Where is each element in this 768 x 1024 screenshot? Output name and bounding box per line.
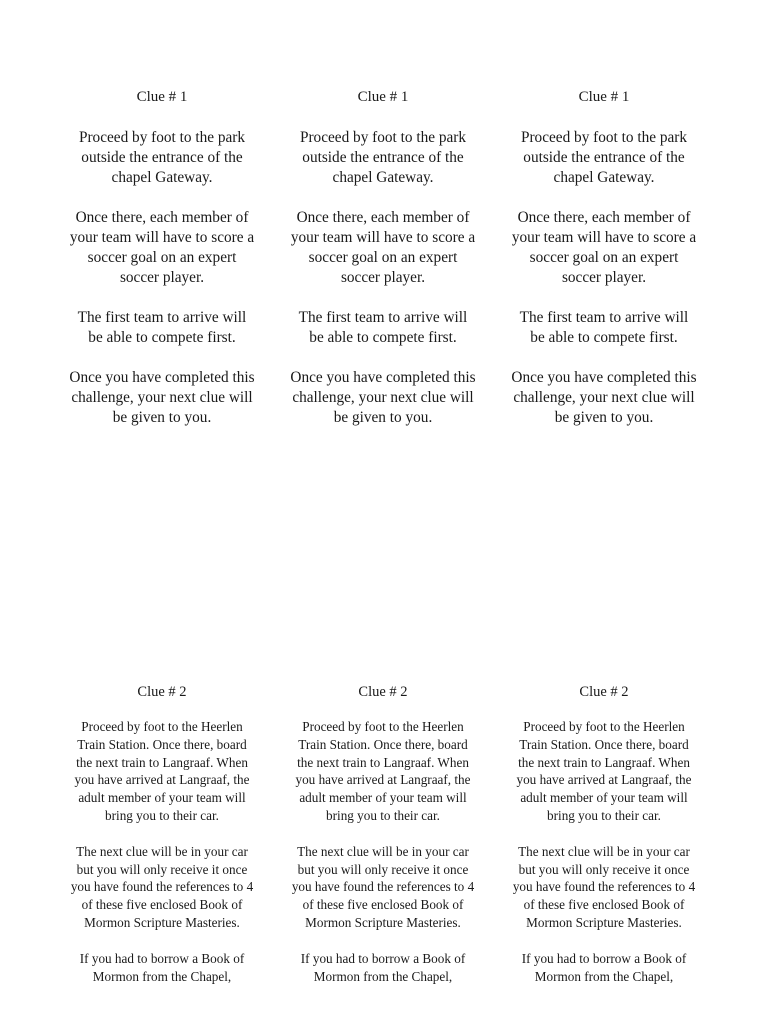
clue-title: Clue # 2	[358, 684, 408, 700]
clue-paragraph: Once you have completed this challenge, your next clue will be given to you.	[69, 369, 255, 426]
clue-paragraph: The next clue will be in your car but you will only receive it once you have found the references to 4 of these five enclosed Book of Mormon Scripture Masteries.	[291, 843, 475, 930]
clue-paragraph: If you had to borrow a Book of Mormon from the Chapel,	[300, 950, 466, 984]
clue-paragraph: Proceed by foot to the Heerlen Train Station. Once there, board the next train to Langraaf. When you have arrived at Langraaf, the adult member of your team will bring you to their car.	[295, 719, 471, 823]
clue-paragraph: Proceed by foot to the Heerlen Train Station. Once there, board the next train to Langraaf. When you have arrived at Langraaf, the adult member of your team will bring you to their car.	[516, 719, 692, 823]
clue-title: Clue # 1	[578, 89, 630, 105]
clue-paragraph: The next clue will be in your car but you will only receive it once you have found the references to 4 of these five enclosed Book of Mormon Scripture Masteries.	[512, 843, 696, 930]
clue-title: Clue # 2	[579, 684, 629, 700]
clue-paragraph: The next clue will be in your car but you will only receive it once you have found the references to 4 of these five enclosed Book of Mormon Scripture Masteries.	[70, 843, 254, 930]
clue-paragraph: The first team to arrive will be able to compete first.	[298, 309, 468, 346]
clue-paragraph: Proceed by foot to the park outside the entrance of the chapel Gateway.	[520, 129, 688, 186]
clue-paragraph: The first team to arrive will be able to compete first.	[519, 309, 689, 346]
clue-paragraph: Once you have completed this challenge, your next clue will be given to you.	[290, 369, 476, 426]
clue-paragraph: Once there, each member of your team will have to score a soccer goal on an expert soccer player.	[511, 209, 697, 286]
clue-2-card	[69, 681, 255, 985]
clue-paragraph: The first team to arrive will be able to compete first.	[77, 309, 247, 346]
clue-paragraph: Once there, each member of your team will have to score a soccer goal on an expert soccer player.	[69, 209, 255, 286]
clue-paragraph: If you had to borrow a Book of Mormon from the Chapel,	[521, 950, 687, 984]
clue-title: Clue # 1	[357, 89, 409, 105]
clue-1-card	[511, 86, 697, 428]
clue-title: Clue # 1	[136, 89, 188, 105]
clue-paragraph: Proceed by foot to the park outside the entrance of the chapel Gateway.	[78, 129, 246, 186]
clue-2-card	[290, 681, 476, 985]
clue-1-card	[69, 86, 255, 428]
clue-paragraph: Proceed by foot to the Heerlen Train Station. Once there, board the next train to Langraaf. When you have arrived at Langraaf, the adult member of your team will bring you to their car.	[74, 719, 250, 823]
clue-paragraph: If you had to borrow a Book of Mormon from the Chapel,	[79, 950, 245, 984]
clue-1-card	[290, 86, 476, 428]
clue-title: Clue # 2	[137, 684, 187, 700]
clue-paragraph: Once there, each member of your team will have to score a soccer goal on an expert soccer player.	[290, 209, 476, 286]
clue-paragraph: Once you have completed this challenge, your next clue will be given to you.	[511, 369, 697, 426]
clue-paragraph: Proceed by foot to the park outside the entrance of the chapel Gateway.	[299, 129, 467, 186]
clue-2-card	[511, 681, 697, 985]
